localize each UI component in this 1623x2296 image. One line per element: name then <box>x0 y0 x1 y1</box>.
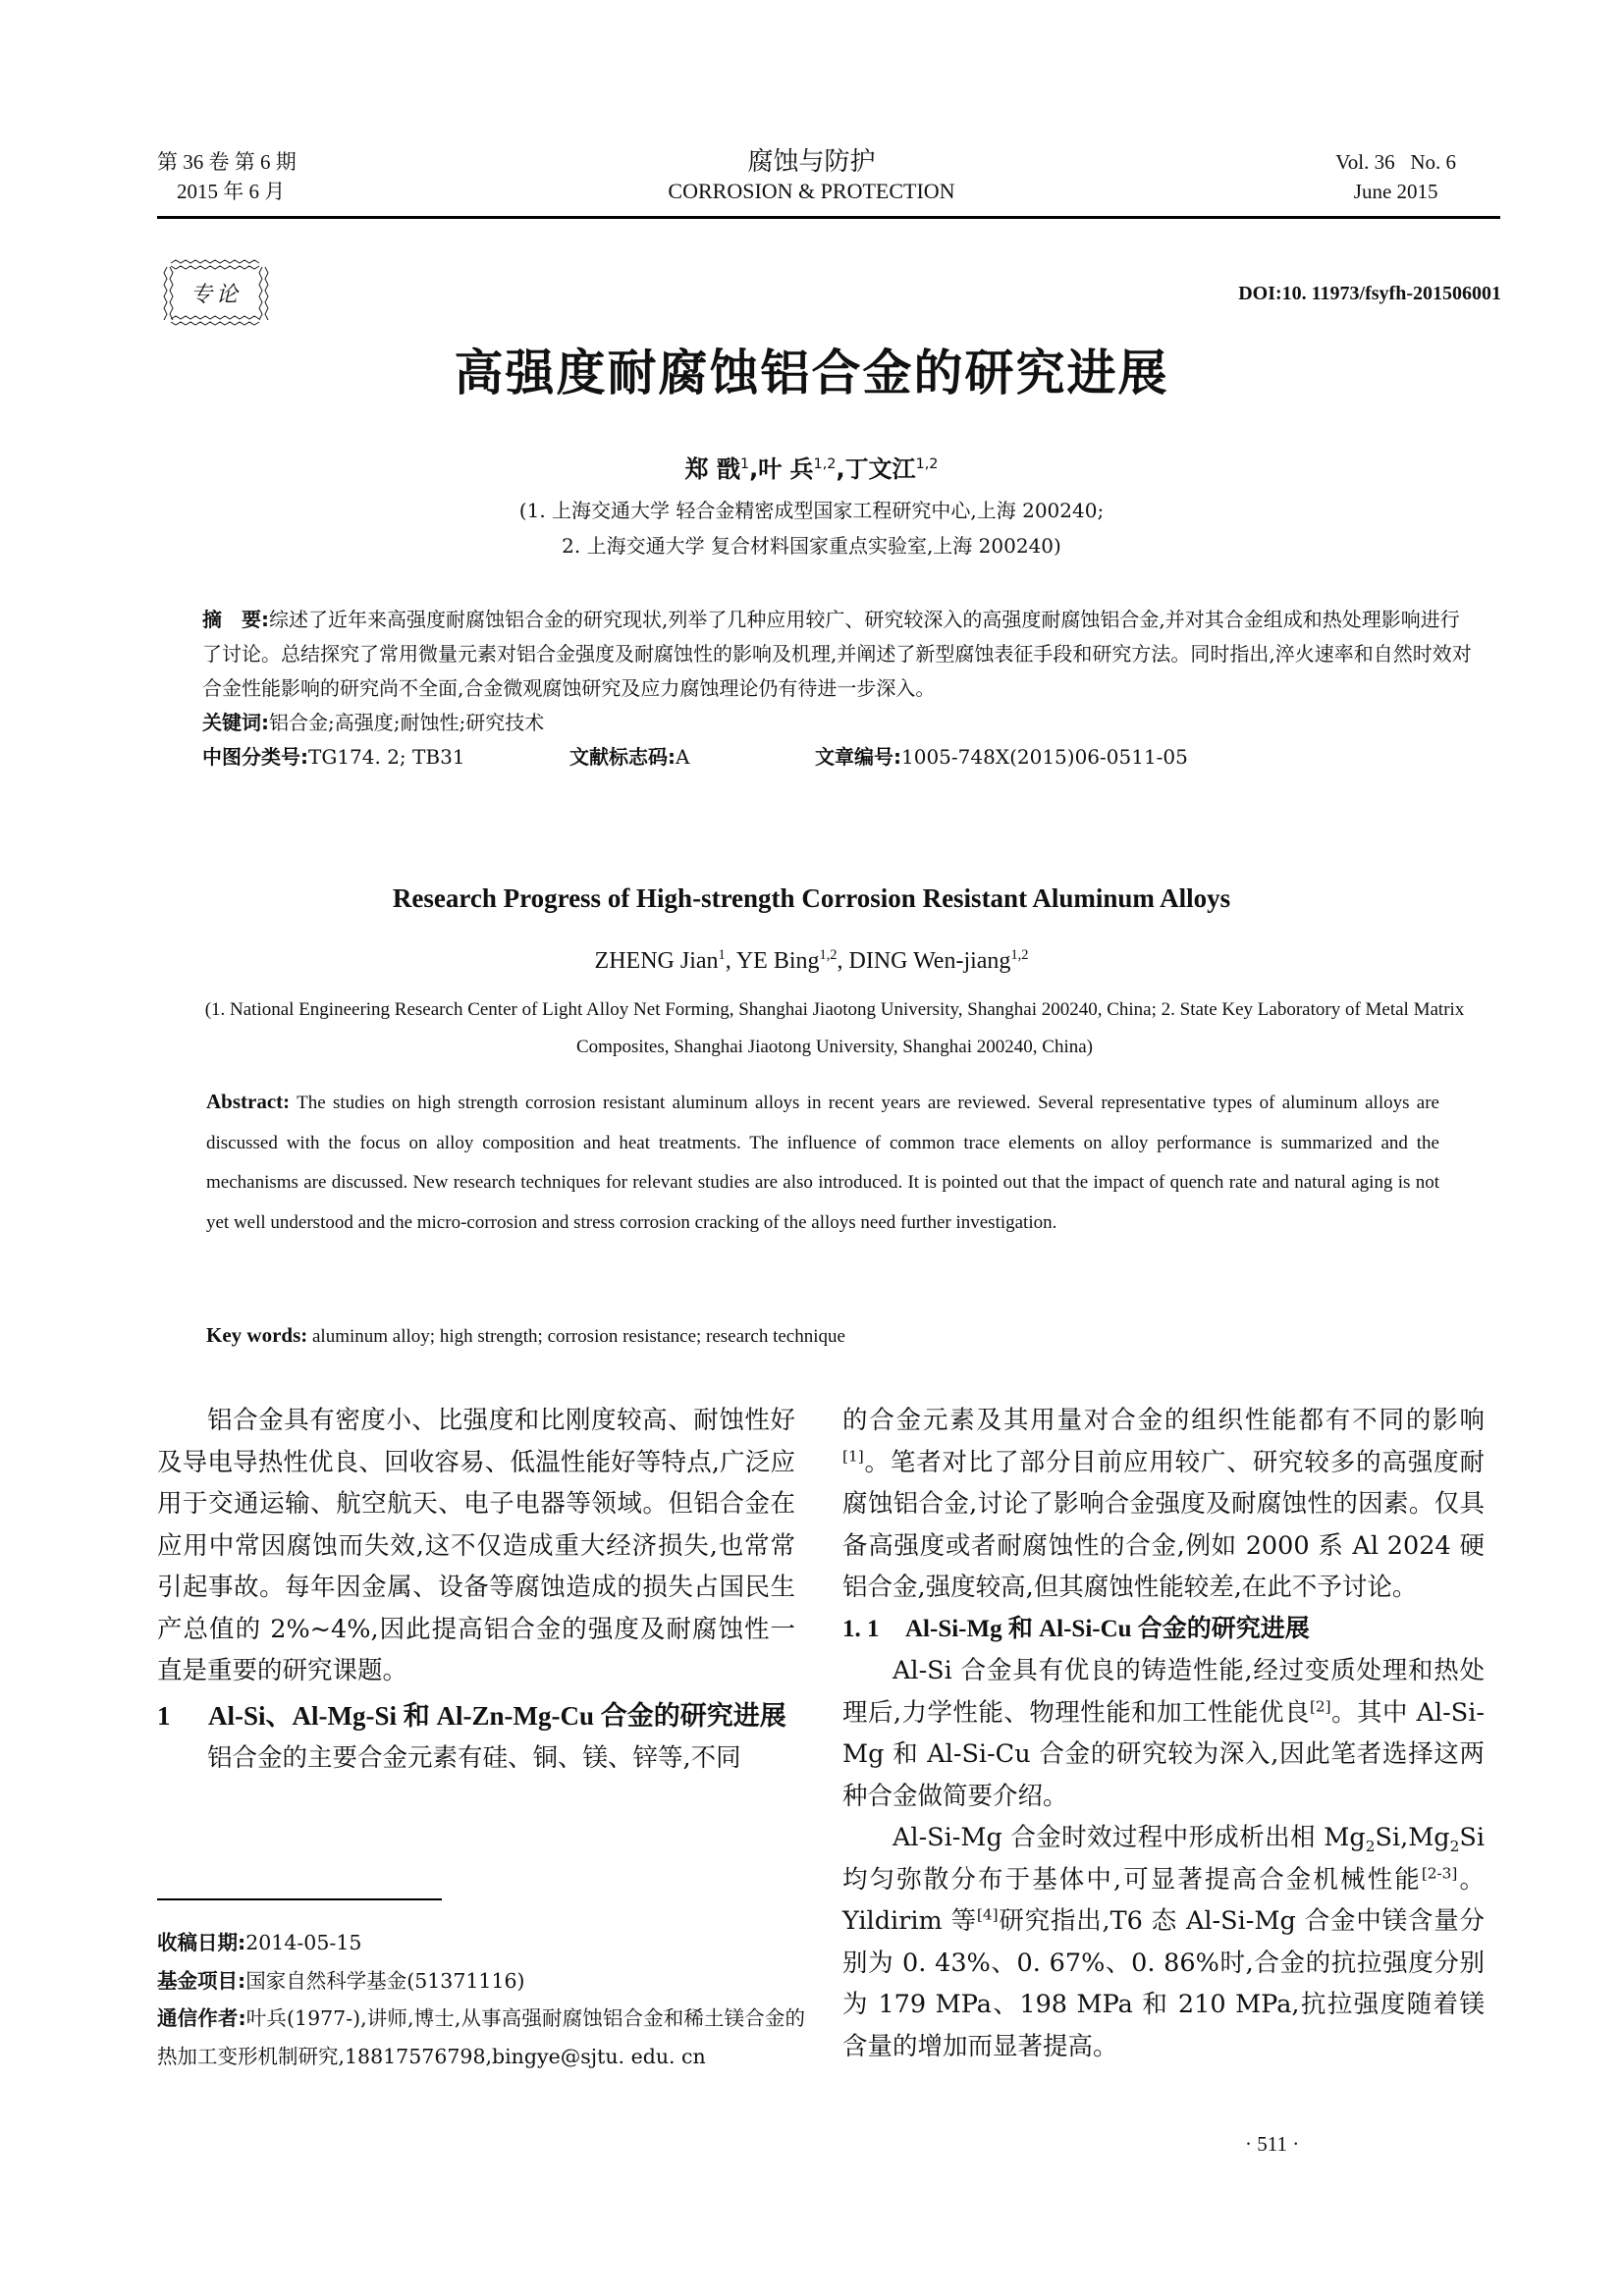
abstract-cn-text: 综述了近年来高强度耐腐蚀铝合金的研究现状,列举了几种应用较广、研究较深入的高强度耐腐蚀铝合金,并对其合金组成和热处理影响进行了讨论。总结探究了常用微量元素对铝合金强度及耐腐蚀性的影响及机理,并阐述了新型腐蚀表征手段和研究方法。同时指出,淬火速率和自然时效对合金性能影响的研究尚不全面,合金微观腐蚀研究及应力腐蚀理论仍有待进一步深入。 <box>202 608 1472 700</box>
fund-label: 基金项目: <box>157 1968 246 1993</box>
section-title: Al-Si-Mg 和 Al-Si-Cu 合金的研究进展 <box>905 1615 1310 1642</box>
keywords-en-text: aluminum alloy; high strength; corrosion resistance; research technique <box>307 1326 845 1347</box>
doc-code-label: 文献标志码: <box>569 745 676 769</box>
section-number: 1 <box>157 1700 171 1731</box>
author-affil-sup: 1,2 <box>915 456 939 472</box>
footnote-rule <box>157 1898 442 1900</box>
corresponding-author <box>157 2000 805 2075</box>
author-name: DING Wen-jiang <box>848 948 1011 974</box>
text-run: Si 均匀弥散分布于基体中,可显著提高合金机械性能 <box>842 1823 1485 1895</box>
author-name: ZHENG Jian <box>594 948 719 974</box>
section-title: Al-Si、Al-Mg-Si 和 Al-Zn-Mg-Cu 合金的研究进展 <box>208 1700 786 1731</box>
text-run: 。其中 Al-Si-Mg 和 Al-Si-Cu 合金的研究较为深入,因此笔者选择这两种合金做简要介绍。 <box>842 1697 1485 1811</box>
text-run: Al-Si-Mg 合金时效过程中形成析出相 Mg <box>893 1823 1366 1852</box>
author-affil-sup: 1,2 <box>813 456 837 472</box>
date-cn: 2015 年 6 月 <box>177 180 286 203</box>
abstract-cn-block <box>202 603 1479 774</box>
clc-label: 中图分类号: <box>202 745 308 769</box>
section-heading-1-1 <box>842 1609 1485 1651</box>
author-affil-sup: 1,2 <box>819 947 838 963</box>
article-title-en: Research Progress of High-strength Corrosion Resistant Aluminum Alloys <box>392 883 1231 913</box>
fund-value: 国家自然科学基金(51371116) <box>245 1968 525 1993</box>
article-no-value: 1005-748X(2015)06-0511-05 <box>901 745 1188 769</box>
doc-code-value: A <box>676 745 690 769</box>
abstract-en-label: Abstract: <box>206 1090 291 1113</box>
volume-issue-en: Vol. 36 No. 6 <box>1335 150 1456 174</box>
text-run: 。Yildirim 等 <box>842 1864 1485 1936</box>
citation-ref[interactable]: [1] <box>842 1447 864 1465</box>
citation-ref[interactable]: [2] <box>1309 1697 1331 1715</box>
footnotes <box>157 1924 805 2075</box>
abstract-cn-label: 摘 要: <box>202 608 269 631</box>
author-sep: , <box>749 455 759 483</box>
citation-ref[interactable]: [2-3] <box>1421 1864 1458 1882</box>
column-tag-label: 专论 <box>189 282 242 307</box>
author-affil-sup: 1 <box>739 456 750 472</box>
affiliations-cn <box>0 493 1623 563</box>
keywords-en <box>206 1323 845 1348</box>
author-name: 丁文江 <box>844 455 916 483</box>
journal-name-en: CORROSION & PROTECTION <box>668 179 955 203</box>
mg-paragraph <box>842 1817 1485 2067</box>
received-date <box>157 1924 805 1962</box>
author-name: YE Bing <box>735 948 820 974</box>
column-tag <box>163 257 269 328</box>
alsi-paragraph <box>842 1650 1485 1817</box>
section-heading-1 <box>157 1696 795 1735</box>
affiliations-en: (1. National Engineering Research Center of Light Alloy Net Forming, Shanghai Jiaotong University, Shanghai 200240, China; 2. State Key Laboratory of Metal Matrix Composites, Shanghai Jiaotong University, Shanghai 200240, China) <box>204 999 1465 1057</box>
volume-issue-cn: 第 36 卷 第 6 期 <box>157 150 297 174</box>
keywords-cn-label: 关键词: <box>202 711 269 734</box>
text-run: Si,Mg <box>1375 1823 1450 1852</box>
subscript: 2 <box>1449 1838 1460 1856</box>
author-sep: , <box>725 948 736 974</box>
abstract-en <box>206 1082 1439 1243</box>
classification-row <box>202 740 1479 774</box>
text-run: 研究指出,T6 态 Al-Si-Mg 合金中镁含量分别为 0. 43%、0. 67%、0. 86%时,合金的抗拉强度分别为 179 MPa、198 MPa 和 210 MPa,抗拉强度随着镁含量的增加而显著提高。 <box>842 1906 1485 2061</box>
author-name: 叶 兵 <box>758 455 814 483</box>
received-label: 收稿日期: <box>157 1931 246 1954</box>
section1-paragraph: 铝合金的主要合金元素有硅、铜、镁、锌等,不同 <box>207 1742 741 1773</box>
text-run: 。笔者对比了部分目前应用较广、研究较多的高强度耐腐蚀铝合金,讨论了影响合金强度及耐腐蚀性的因素。仅具备高强度或者耐腐蚀性的合金,例如 2000 系 Al 2024 硬铝合金,强度较高,但其腐蚀性能较差,在此不予讨论。 <box>842 1447 1485 1602</box>
author-name: 郑 戬 <box>684 455 740 483</box>
fund-project <box>157 1962 805 2001</box>
article-title-cn: 高强度耐腐蚀铝合金的研究进展 <box>454 345 1169 401</box>
corresponding-label: 通信作者: <box>157 2006 246 2030</box>
abstract-cn <box>202 603 1479 706</box>
affiliation-line: (1. 上海交通大学 轻合金精密成型国家工程研究中心,上海 200240; <box>518 499 1105 522</box>
abstract-en-text: The studies on high strength corrosion resistant aluminum alloys in recent years are reviewed. Several representative types of aluminum alloys are discussed with the focus on alloy composition and heat treatments. The influence of common trace elements on alloy performance is summarized and the mechanisms are discussed. New research techniques for relevant studies are also introduced. It is pointed out that the impact of quench rate and natural aging is not yet well understood and the micro-corrosion and stress corrosion cracking of the alloys need further investigation. <box>206 1093 1439 1233</box>
intro-paragraph: 铝合金具有密度小、比强度和比刚度较高、耐蚀性好及导电导热性优良、回收容易、低温性能好等特点,广泛应用于交通运输、航空航天、电子电器等领域。但铝合金在应用中常因腐蚀而失效,这不仅造成重大经济损失,也常常引起事故。每年因金属、设备等腐蚀造成的损失占国民生产总值的 2%~4%,因此提高铝合金的强度及耐腐蚀性一直是重要的研究课题。 <box>157 1406 795 1685</box>
header-rule <box>157 216 1500 219</box>
text-run: 的合金元素及其用量对合金的组织性能都有不同的影响 <box>842 1406 1485 1435</box>
page-number: · 511 · <box>1245 2132 1300 2156</box>
date-en: June 2015 <box>1353 180 1438 203</box>
authors-cn <box>0 450 1623 484</box>
body-column-left <box>157 1400 795 1779</box>
author-sep: , <box>836 455 845 483</box>
clc-value: TG174. 2; TB31 <box>308 745 465 769</box>
text-run: Al-Si 合金具有优良的铸造性能,经过变质处理和热处理后,力学性能、物理性能和加工性能优良 <box>842 1656 1485 1728</box>
affiliation-line: 2. 上海交通大学 复合材料国家重点实验室,上海 200240) <box>562 534 1061 558</box>
keywords-cn-text: 铝合金;高强度;耐蚀性;研究技术 <box>269 711 545 734</box>
doi[interactable]: DOI:10. 11973/fsyfh-201506001 <box>1238 283 1501 304</box>
keywords-cn <box>202 706 1479 740</box>
corresponding-value: 叶兵(1977-),讲师,博士,从事高强耐腐蚀铝合金和稀土镁合金的热加工变形机制研究,18817576798,bingye@sjtu. edu. cn <box>157 2006 805 2068</box>
author-sep: , <box>837 948 849 974</box>
article-no-label: 文章编号: <box>815 745 901 769</box>
continued-paragraph <box>842 1400 1485 1609</box>
author-affil-sup: 1,2 <box>1010 947 1029 963</box>
section-number: 1. 1 <box>842 1615 880 1642</box>
keywords-en-label: Key words: <box>206 1323 308 1347</box>
journal-name-cn: 腐蚀与防护 <box>747 147 876 176</box>
author-affil-sup: 1 <box>718 947 726 963</box>
body-column-right <box>842 1400 1485 2067</box>
received-value: 2014-05-15 <box>245 1931 362 1954</box>
citation-ref[interactable]: [4] <box>976 1905 999 1924</box>
subscript: 2 <box>1365 1838 1376 1856</box>
header-volume-en <box>1335 147 1456 206</box>
authors-en <box>0 948 1623 975</box>
